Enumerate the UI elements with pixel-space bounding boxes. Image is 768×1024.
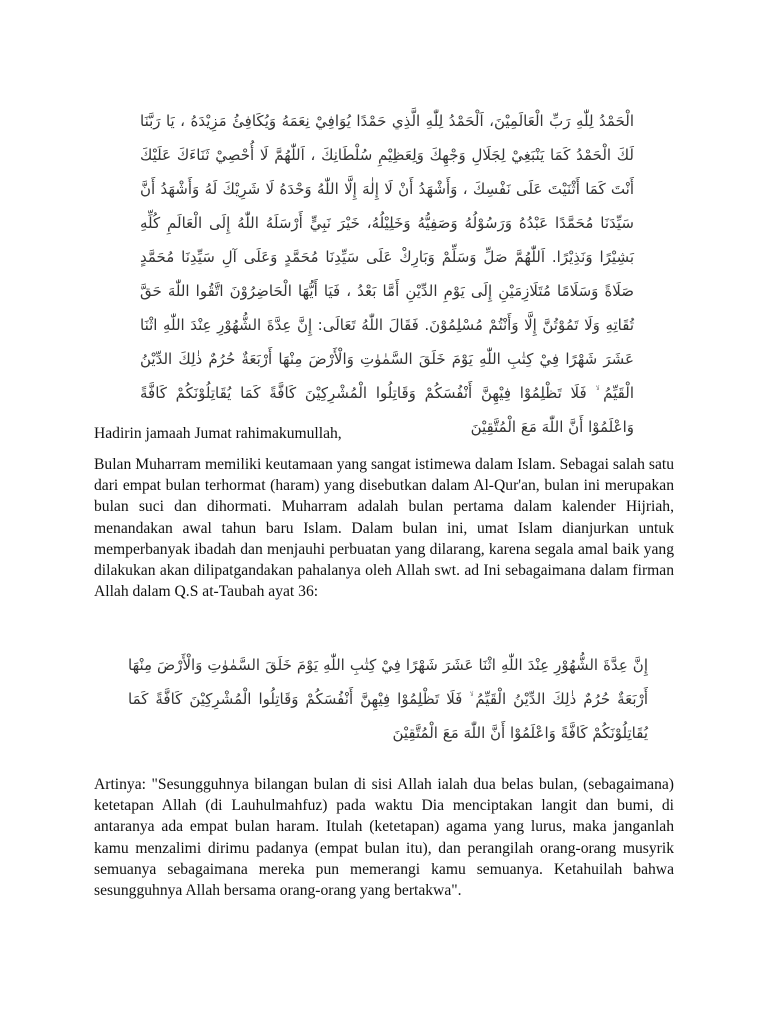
greeting-line: Hadirin jamaah Jumat rahimakumullah, <box>94 425 342 442</box>
arabic-verse-text: إِنَّ عِدَّةَ الشُّهُوْرِ عِنْدَ اللّٰهِ اثْنَا عَشَرَ شَهْرًا فِيْ كِتٰبِ اللّٰهِ يَوْمَ خَلَقَ السَّمٰوٰتِ وَالْأَرْضَ مِنْهَا أَرْبَعَةٌ حُرُمٌ ذٰلِكَ الدِّيْنُ الْقَيِّمُ ۙ فَلَا تَظْلِمُوْا فِيْهِنَّ أَنْفُسَكُمْ وَقَاتِلُوا الْمُشْرِكِيْنَ كَافَّةً كَمَا يُقَاتِلُوْنَكُمْ كَافَّةً وَاعْلَمُوْا أَنَّ اللّٰهَ مَعَ الْمُتَّقِيْنَ <box>128 656 648 742</box>
arabic-opening-text: الْحَمْدُ لِلّٰهِ رَبِّ الْعَالَمِيْنَ، اَلْحَمْدُ لِلّٰهِ الَّذِي حَمْدًا يُوَافِيْ نِعَمَهُ وَيُكَافِئُ مَزِيْدَهُ ، يَا رَبَّنَا لَكَ الْحَمْدُ كَمَا يَنْبَغِيْ لِجَلَالِ وَجْهِكَ وَلِعَظِيْمِ سُلْطَانِكَ ، اَللّٰهُمَّ لَا أُحْصِيْ ثَنَاءَكَ عَلَيْكَ أَنْتَ كَمَا أَثْنَيْتَ عَلَى نَفْسِكَ ، وَأَشْهَدُ أَنْ لَا إِلٰهَ إِلَّا اللّٰهُ وَحْدَهُ لَا شَرِيْكَ لَهُ وَأَشْهَدُ أَنَّ سَيِّدَنَا مُحَمَّدًا عَبْدُهُ وَرَسُوْلُهُ وَصَفِيُّهُ وَخَلِيْلُهُ، خَيْرَ نَبِيٍّ أَرْسَلَهُ اللّٰهُ إِلَى الْعَالَمِ كُلِّهِ بَشِيْرًا وَنَذِيْرًا. اَللّٰهُمَّ صَلِّ وَسَلِّمْ وَبَارِكْ عَلَى سَيِّدِنَا مُحَمَّدٍ وَعَلَى آلِ سَيِّدِنَا مُحَمَّدٍ صَلَاةً وَسَلَامًا مُتَلَازِمَيْنِ إِلَى يَوْمِ الدِّيْنِ أَمَّا بَعْدُ ، فَيَا أَيُّهَا الْحَاضِرُوْنَ اتَّقُوا اللّٰهَ حَقَّ تُقَاتِهِ وَلَا تَمُوْتُنَّ إِلَّا وَأَنْتُمْ مُسْلِمُوْنَ. فَقَالَ اللّٰهُ تَعَالَى: إِنَّ عِدَّةَ الشُّهُوْرِ عِنْدَ اللّٰهِ اثْنَا عَشَرَ شَهْرًا فِيْ كِتٰبِ اللّٰهِ يَوْمَ خَلَقَ السَّمٰوٰتِ وَالْأَرْضَ مِنْهَا أَرْبَعَةٌ حُرُمٌ ذٰلِكَ الدِّيْنُ الْقَيِّمُ ۙ فَلَا تَظْلِمُوْا فِيْهِنَّ أَنْفُسَكُمْ وَقَاتِلُوا الْمُشْرِكِيْنَ كَافَّةً كَمَا يُقَاتِلُوْنَكُمْ كَافَّةً وَاعْلَمُوْا أَنَّ اللّٰهَ مَعَ الْمُتَّقِيْنَ <box>140 112 634 436</box>
translation-paragraph: Artinya: "Sesungguhnya bilangan bulan di sisi Allah ialah dua belas bulan, (sebagaimana) ketetapan Allah (di Lauhulmahfuz) pada waktu Dia menciptakan langit dan bumi, di antaranya ada empat bulan haram. Itulah (ketetapan) agama yang lurus, maka janganlah kamu menzalimi dirimu padanya (empat bulan itu), dan perangilah orang-orang musyrik semuanya sebagaimana mereka pun memerangi kamu semuanya. Ketahuilah bahwa sesungguhnya Allah bersama orang-orang yang bertakwa". <box>94 776 674 900</box>
body-paragraph: Bulan Muharram memiliki keutamaan yang sangat istimewa dalam Islam. Sebagai salah satu dari empat bulan terhormat (haram) yang disebutkan dalam Al-Qur'an, bulan ini merupakan bulan suci dan dihormati. Muharram adalah bulan pertama dalam kalender Hijriah, menandakan awal tahun baru Islam. Dalam bulan ini, umat Islam dianjurkan untuk memperbanyak ibadah dan menjauhi perbuatan yang dilarang, karena segala amal baik yang dilakukan akan dilipatgandakan pahalanya oleh Allah swt. ad Ini sebagaimana dalam firman Allah dalam Q.S at-Taubah ayat 36: <box>94 456 674 601</box>
